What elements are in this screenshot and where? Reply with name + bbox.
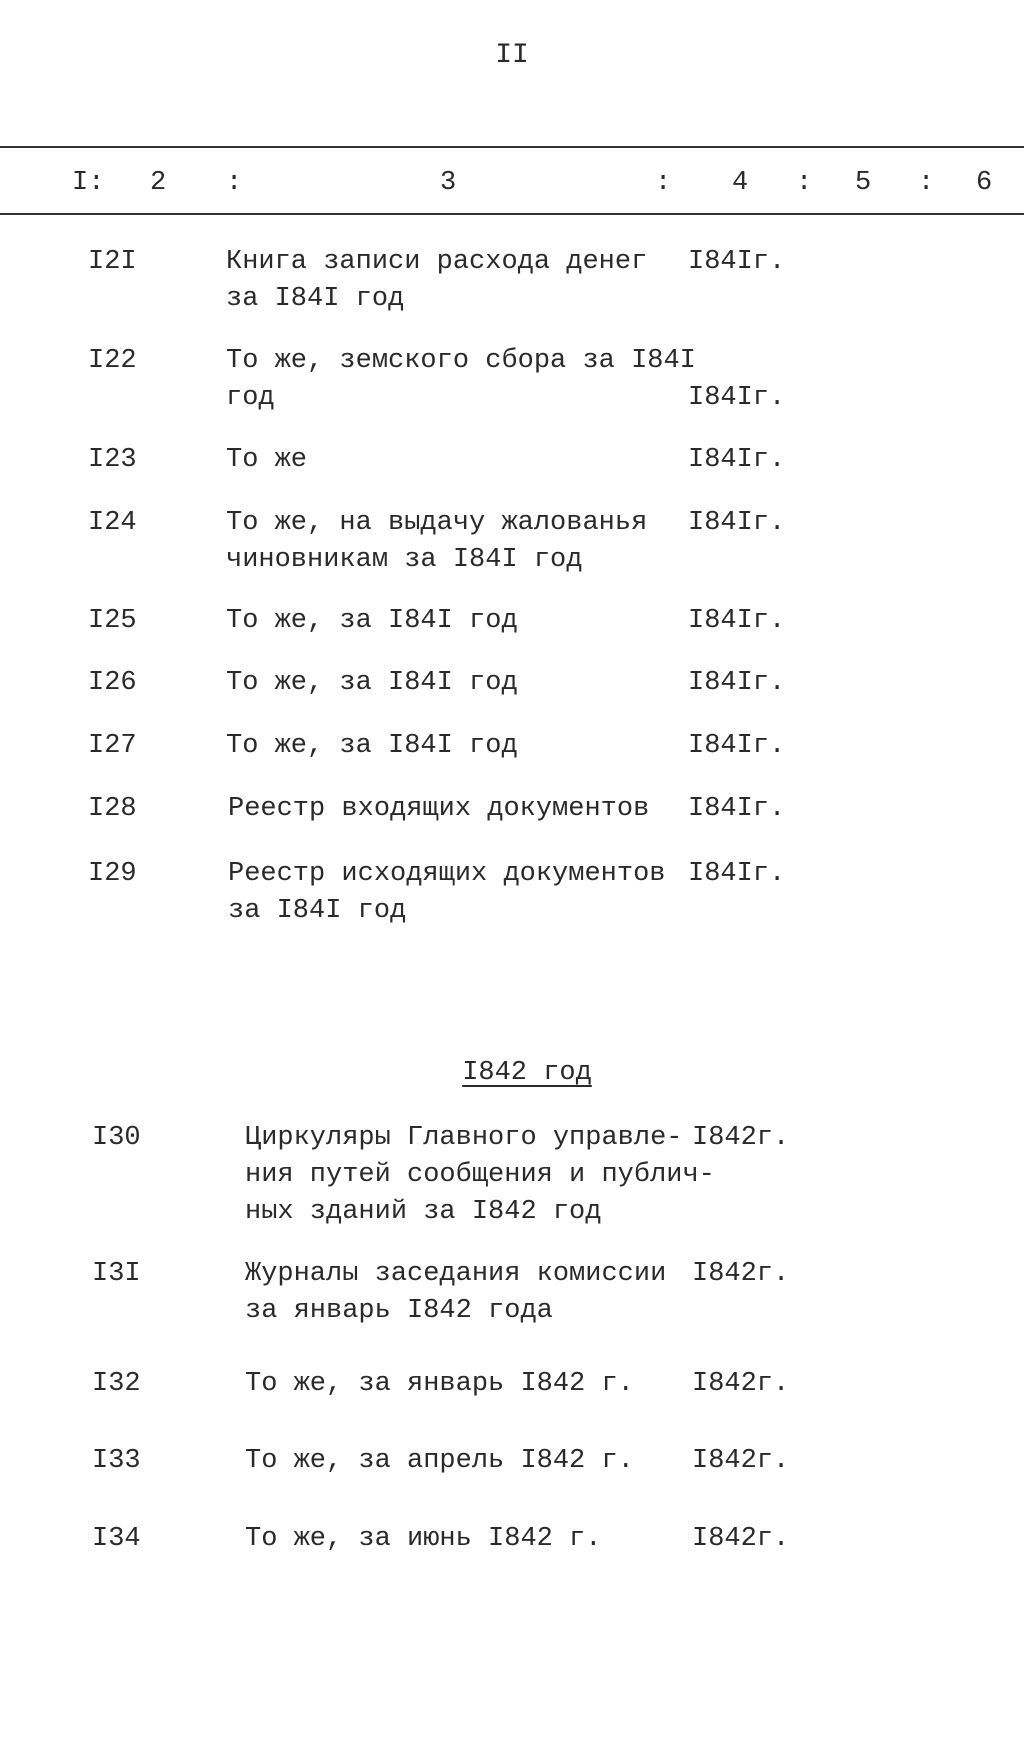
entry-description: Реестр входящих документов <box>228 794 650 824</box>
entry-date: I84Iг. <box>688 606 786 636</box>
entry-description: То же, за I84I год <box>226 606 518 636</box>
entry-description: Циркуляры Главного управле- ния путей сообщения и публич- ных зданий за I842 год <box>245 1123 715 1227</box>
list-item <box>88 442 988 482</box>
entry-description: То же, на выдачу жалованья чиновникам за I84I год <box>226 508 648 575</box>
list-item <box>92 1443 992 1483</box>
column-separator: : <box>918 168 935 198</box>
entry-date: I842г. <box>692 1369 790 1399</box>
entry-description: То же <box>226 445 308 475</box>
column-separator: : <box>226 168 243 198</box>
entry-description: То же, земского сбора за I84I год <box>226 346 696 413</box>
entry-number: I25 <box>88 606 137 636</box>
entry-date: I84Iг. <box>688 508 786 538</box>
list-item <box>88 343 988 423</box>
entry-number: I3I <box>92 1259 141 1289</box>
page-number: II <box>495 40 529 71</box>
entry-description: То же, за январь I842 г. <box>245 1369 634 1399</box>
column-header-6: 6 <box>976 168 993 198</box>
entry-number: I22 <box>88 346 137 376</box>
entry-description: То же, за I84I год <box>226 668 518 698</box>
entry-date: I84Iг. <box>688 668 786 698</box>
list-item <box>92 1366 992 1406</box>
column-header-5: 5 <box>855 168 872 198</box>
column-header-1: I: <box>72 168 105 198</box>
list-item <box>88 856 988 936</box>
list-item <box>92 1120 992 1240</box>
column-separator: : <box>796 168 813 198</box>
entry-number: I32 <box>92 1369 141 1399</box>
column-separator: : <box>655 168 672 198</box>
list-item <box>92 1256 992 1336</box>
entry-number: I29 <box>88 859 137 889</box>
entry-number: I30 <box>92 1123 141 1153</box>
entry-date: I842г. <box>692 1524 790 1554</box>
list-item <box>88 603 988 643</box>
column-header-3: 3 <box>440 168 457 198</box>
entry-description: То же, за I84I год <box>226 731 518 761</box>
list-item <box>88 244 988 324</box>
entry-date: I842г. <box>692 1259 790 1289</box>
entry-description: Реестр исходящих документов за I84I год <box>228 859 666 926</box>
entry-number: I26 <box>88 668 137 698</box>
entry-description: То же, за апрель I842 г. <box>245 1446 634 1476</box>
entry-date: I84Iг. <box>688 445 786 475</box>
entry-description: Журналы заседания комиссии за январь I842 года <box>245 1259 667 1326</box>
entry-date: I84Iг. <box>688 731 786 761</box>
entry-number: I24 <box>88 508 137 538</box>
section-heading-1842 <box>0 1058 1024 1088</box>
entry-date: I84Iг. <box>688 794 786 824</box>
entry-number: I28 <box>88 794 137 824</box>
column-header-2: 2 <box>150 168 167 198</box>
list-item <box>88 728 988 768</box>
entry-number: I2I <box>88 247 137 277</box>
entry-description: Книга записи расхода денег за I84I год <box>226 247 648 314</box>
list-item <box>88 505 988 585</box>
entry-number: I33 <box>92 1446 141 1476</box>
entry-date: I84Iг. <box>688 859 786 889</box>
list-item <box>88 665 988 705</box>
list-item <box>88 791 988 831</box>
entry-date: I842г. <box>692 1446 790 1476</box>
header-rule-bottom <box>0 213 1024 215</box>
entry-number: I23 <box>88 445 137 475</box>
entry-number: I34 <box>92 1524 141 1554</box>
entry-date: I84Iг. <box>688 247 786 277</box>
column-header-4: 4 <box>732 168 749 198</box>
entry-date: I84Iг. <box>688 383 786 413</box>
entry-date: I842г. <box>692 1123 790 1153</box>
entry-number: I27 <box>88 731 137 761</box>
section-heading-text: I842 год <box>462 1058 592 1088</box>
entry-description: То же, за июнь I842 г. <box>245 1524 602 1554</box>
list-item <box>92 1521 992 1561</box>
header-rule-top <box>0 146 1024 148</box>
